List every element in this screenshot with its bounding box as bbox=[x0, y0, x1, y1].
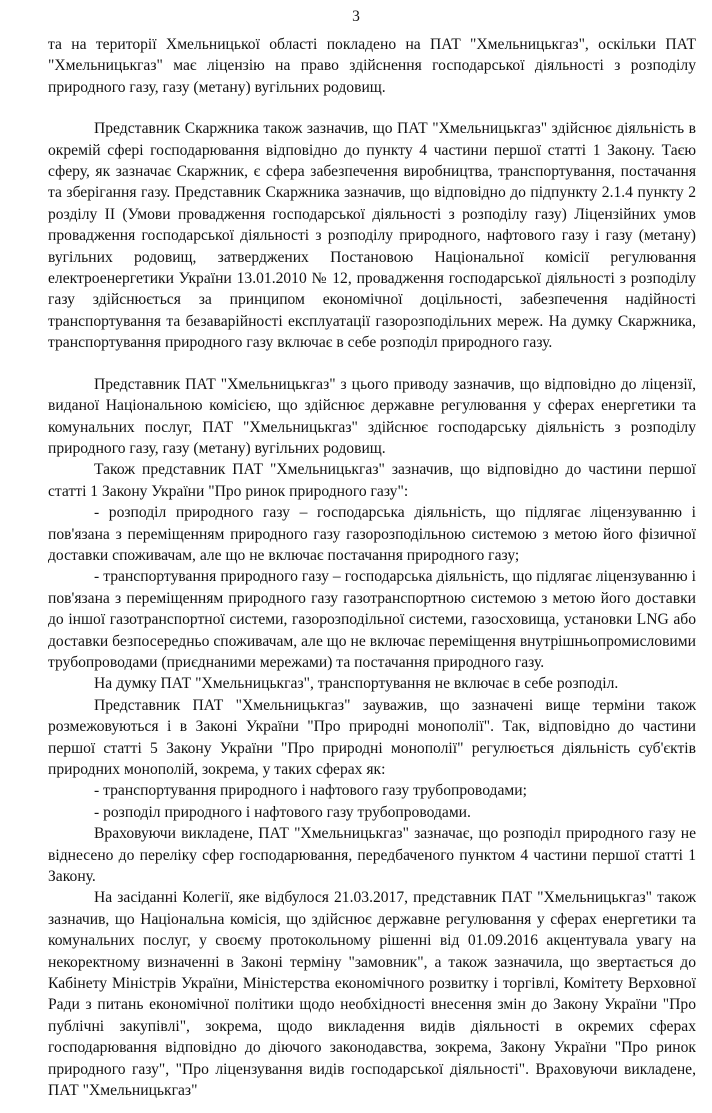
paragraph-conclusion: Враховуючи викладене, ПАТ "Хмельницькгаз" зазначає, що розподіл природного газу не віднесено до переліку сфер господарювання, передбаченого пунктом 4 частини першої статті 1 Закону. bbox=[48, 825, 696, 886]
paragraph-opinion: На думку ПАТ "Хмельницькгаз", транспортування не включає в себе розподіл. bbox=[94, 675, 619, 693]
list-item-distribution: - розподіл природного і нафтового газу трубопроводами. bbox=[94, 803, 471, 821]
paragraph-khmelnytskgaz-license: Представник ПАТ "Хмельницькгаз" з цього приводу зазначив, що відповідно до ліцензії, виданої Національною комісією, що здійснює державне регулювання у сферах енергетики та комунальних послуг, ПАТ "Хмельницькгаз" здійснює господарську діяльність з розподілу природного газу, газу (метану) вугільних родовищ. bbox=[48, 375, 696, 457]
definition-distribution: - розподіл природного газу – господарська діяльність, що підлягає ліцензуванню і пов'язана з переміщенням природного газу газорозподільною системою з метою його фізичної доставки споживачам, але що не включає постачання природного газу; bbox=[48, 504, 696, 564]
paragraph-continuation: та на території Хмельницької області покладено на ПАТ "Хмельницькгаз", оскільки ПАТ "Хмельницькгаз" має ліцензію на право здійснення господарської діяльності з розподілу природного газу, газу (метану) вугільних родовищ. bbox=[48, 36, 696, 96]
page-number: 3 bbox=[352, 8, 360, 25]
paragraph-natural-monopolies: Представник ПАТ "Хмельницькгаз" зауважив, що зазначені вище терміни також розмежовуються і в Законі України "Про природні монополії". Так, відповідно до частини першої статті 5 Закону України "Про природні монополії" регулюється діяльність суб'єктів природних монополій, зокрема, у таких сферах як: bbox=[48, 696, 696, 778]
paragraph-board-meeting: На засіданні Колегії, яке відбулося 21.03.2017, представник ПАТ "Хмельницькгаз" також зазначив, що Національна комісія, що здійснює державне регулювання у сферах енергетики та комунальних послуг, у своєму протокольному рішенні від 01.09.2016 акцентувала увагу на некоректному визначенні в Законі терміну "замовник", а також зазначила, що звертається до Кабінету Міністрів України, Міністерства економічного розвитку і торгівлі, Комітету Верховної Ради з питань економічної політики щодо необхідності внесення змін до Закону України "Про публічні закупівлі", зокрема, щодо викладення видів діяльності в окремих сферах господарювання відповідно до діючого законодавства, зокрема, Закону України "Про ринок природного газу", "Про ліцензування видів господарської діяльності". Враховуючи викладене, ПАТ "Хмельницькгаз" bbox=[48, 889, 696, 1100]
paragraph-law-reference: Також представник ПАТ "Хмельницькгаз" зазначив, що відповідно до частини першої статті 1 Закону України "Про ринок природного газу": bbox=[48, 461, 696, 500]
list-item-transportation: - транспортування природного і нафтового газу трубопроводами; bbox=[94, 782, 527, 800]
paragraph-complainant-statement: Представник Скаржника також зазначив, що ПАТ "Хмельницькгаз" здійснює діяльність в окремій сфері господарювання відповідно до пункту 4 частини першої статті 1 Закону. Таєю сферу, як зазначає Скаржник, є сфера забезпечення виробництва, транспортування, постачання та зберігання газу. Представник Скаржника зазначив, що відповідно до підпункту 2.1.4 пункту 2 розділу II (Умови провадження господарської діяльності з розподілу газу) Ліцензійних умов провадження господарської діяльності з розподілу природного, нафтового газу і газу (метану) вугільних родовищ, затверджених Постановою Національної комісії регулювання електроенергетики України 13.01.2010 № 12, провадження господарської діяльності з розподілу газу здійснюється за принципом економічної доцільності, забезпечення надійності транспортування та безаварійності експлуатації газорозподільних мереж. На думку Скаржника, транспортування природного газу включає в себе розподіл природного газу. bbox=[48, 120, 696, 352]
document-body bbox=[48, 34, 696, 1102]
definition-transportation: - транспортування природного газу – господарська діяльність, що підлягає ліцензуванню і пов'язана з переміщенням природного газу газотранспортною системою з метою його доставки до іншої газотранспортної системи, газорозподільної системи, газосховища, установки LNG або доставки безпосередньо споживачам, але що не включає переміщення внутрішньопромисловими трубопроводами (приєднаними мережами) та постачання природного газу. bbox=[48, 568, 696, 671]
